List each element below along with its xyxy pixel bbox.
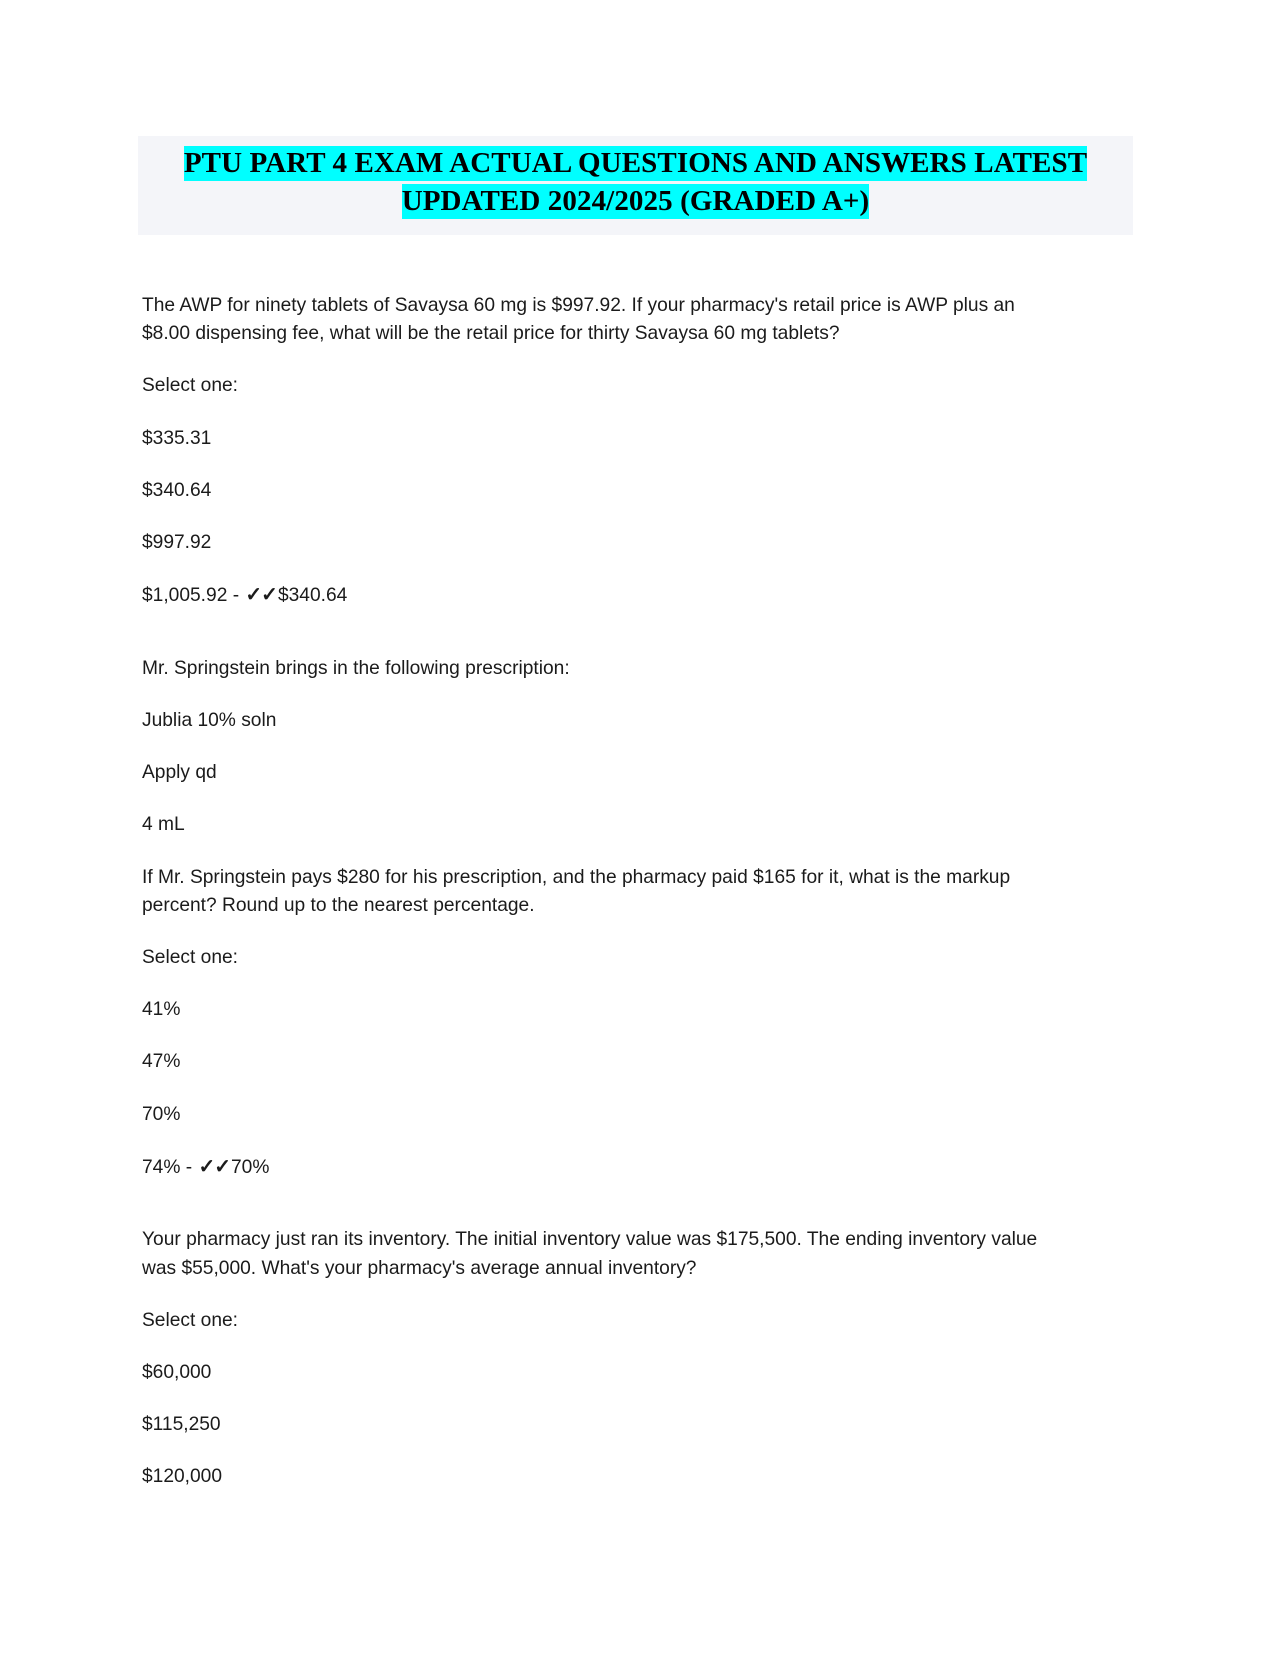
question-1-stem: The AWP for ninety tablets of Savaysa 60 mg is $997.92. If your pharmacy's retail price is AWP plus an $8.00 dispensing fee, what will be the retail price for thirty Savaysa 60 mg tablets? (142, 295, 1015, 345)
page-title (138, 144, 1133, 221)
page-title-line-2: UPDATED 2024/2025 (GRADED A+) (401, 185, 870, 218)
question-2-option-1[interactable]: 41% (142, 999, 181, 1021)
question-1-option-1[interactable]: $335.31 (142, 427, 212, 449)
question-2-rx-line-1: Jublia 10% soln (142, 709, 277, 731)
question-3-option-2[interactable]: $115,250 (142, 1414, 221, 1436)
checkmark-icon: ✓✓ (245, 584, 277, 607)
question-2-option-4: 74% - (142, 1156, 198, 1178)
question-2-option-2[interactable]: 47% (142, 1051, 181, 1073)
question-1-answer: $340.64 (277, 585, 348, 607)
question-2-rx-line-3: 4 mL (142, 814, 185, 836)
question-2-answer: 70% (230, 1156, 270, 1178)
question-1-option-4-and-answer[interactable] (142, 581, 1067, 610)
page-title-line-1: PTU PART 4 EXAM ACTUAL QUESTIONS AND ANSWERS LATEST (183, 147, 1088, 179)
question-1-option-2[interactable]: $340.64 (142, 479, 212, 501)
question-1-option-3[interactable]: $997.92 (142, 532, 212, 554)
document-title-band (138, 136, 1133, 235)
question-2-stem-continued: If Mr. Springstein pays $280 for his prescription, and the pharmacy paid $165 for it, what is the markup percent? Round up to the nearest percentage. (142, 866, 1011, 916)
question-1 (142, 292, 1067, 611)
question-3-option-3[interactable]: $120,000 (142, 1466, 223, 1488)
document-body (142, 292, 1067, 1492)
question-2-select-label: Select one: (142, 947, 239, 969)
section-spacer (142, 1182, 1067, 1226)
question-2-stem: Mr. Springstein brings in the following prescription: (142, 657, 570, 679)
question-3-option-1[interactable]: $60,000 (142, 1361, 212, 1383)
question-2-option-4-and-answer[interactable] (142, 1153, 1067, 1182)
question-1-select-label: Select one: (142, 375, 239, 397)
section-spacer (142, 611, 1067, 655)
question-2 (142, 655, 1067, 1183)
question-3-select-label: Select one: (142, 1309, 239, 1331)
question-2-option-3[interactable]: 70% (142, 1103, 181, 1125)
question-3-stem: Your pharmacy just ran its inventory. The initial inventory value was $175,500. The ending inventory value was $55,000. What's your pharmacy's average annual inventory? (142, 1229, 1038, 1279)
question-3 (142, 1226, 1067, 1491)
question-2-rx-line-2: Apply qd (142, 762, 217, 784)
question-1-option-4: $1,005.92 - (142, 585, 245, 607)
checkmark-icon: ✓✓ (198, 1155, 230, 1178)
